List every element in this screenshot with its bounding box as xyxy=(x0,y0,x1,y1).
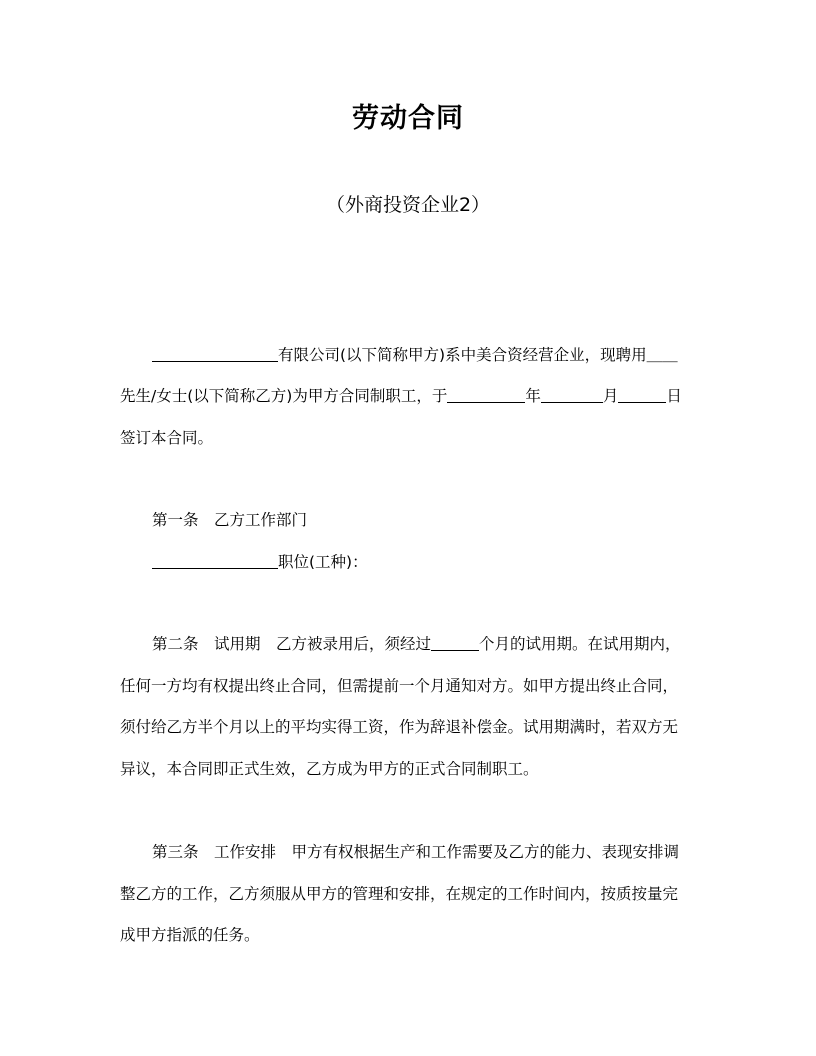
article-2-line-4: 异议，本合同即正式生效，乙方成为甲方的正式合同制职工。 xyxy=(120,760,539,778)
probation-months-blank xyxy=(431,635,479,652)
article-2-line-1-text-b: 个月的试用期。在试用期内， xyxy=(479,635,681,653)
day-blank xyxy=(618,387,666,404)
day-label: 日 xyxy=(666,387,682,405)
preamble-line-2 xyxy=(120,384,682,406)
article-1-position-line xyxy=(152,550,368,572)
preamble-line-1-text: 有限公司(以下简称甲方)系中美合资经营企业，现聘用＿＿ xyxy=(278,346,678,364)
article-3-line-1: 第三条 工作安排 甲方有权根据生产和工作需要及乙方的能力、表现安排调 xyxy=(152,843,680,861)
document-title: 劳动合同 xyxy=(352,103,464,134)
article-3-line-2: 整乙方的工作，乙方须服从甲方的管理和安排，在规定的工作时间内，按质按量完 xyxy=(120,885,679,903)
month-blank xyxy=(541,387,603,404)
preamble-line-3: 签订本合同。 xyxy=(120,429,214,447)
article-2-line-1-text-a: 第二条 试用期 乙方被录用后，须经过 xyxy=(152,635,432,653)
company-name-blank xyxy=(152,346,278,363)
preamble-line-1 xyxy=(152,343,678,365)
department-blank xyxy=(152,553,278,570)
article-3-line-3: 成甲方指派的任务。 xyxy=(120,926,260,944)
article-1-heading: 第一条 乙方工作部门 xyxy=(152,511,308,529)
preamble-line-2-text: 先生/女士(以下简称乙方)为甲方合同制职工，于 xyxy=(120,387,448,405)
article-2-line-1 xyxy=(152,632,681,654)
year-label: 年 xyxy=(525,387,541,405)
article-2-line-3: 须付给乙方半个月以上的平均实得工资，作为辞退补偿金。试用期满时，若双方无 xyxy=(120,718,679,736)
position-label: 职位(工种)： xyxy=(278,553,368,571)
month-label: 月 xyxy=(602,387,619,405)
document-subtitle: （外商投资企业2） xyxy=(325,194,491,216)
article-2-line-2: 任何一方均有权提出终止合同，但需提前一个月通知对方。如甲方提出终止合同， xyxy=(120,677,679,695)
year-blank xyxy=(447,387,525,404)
